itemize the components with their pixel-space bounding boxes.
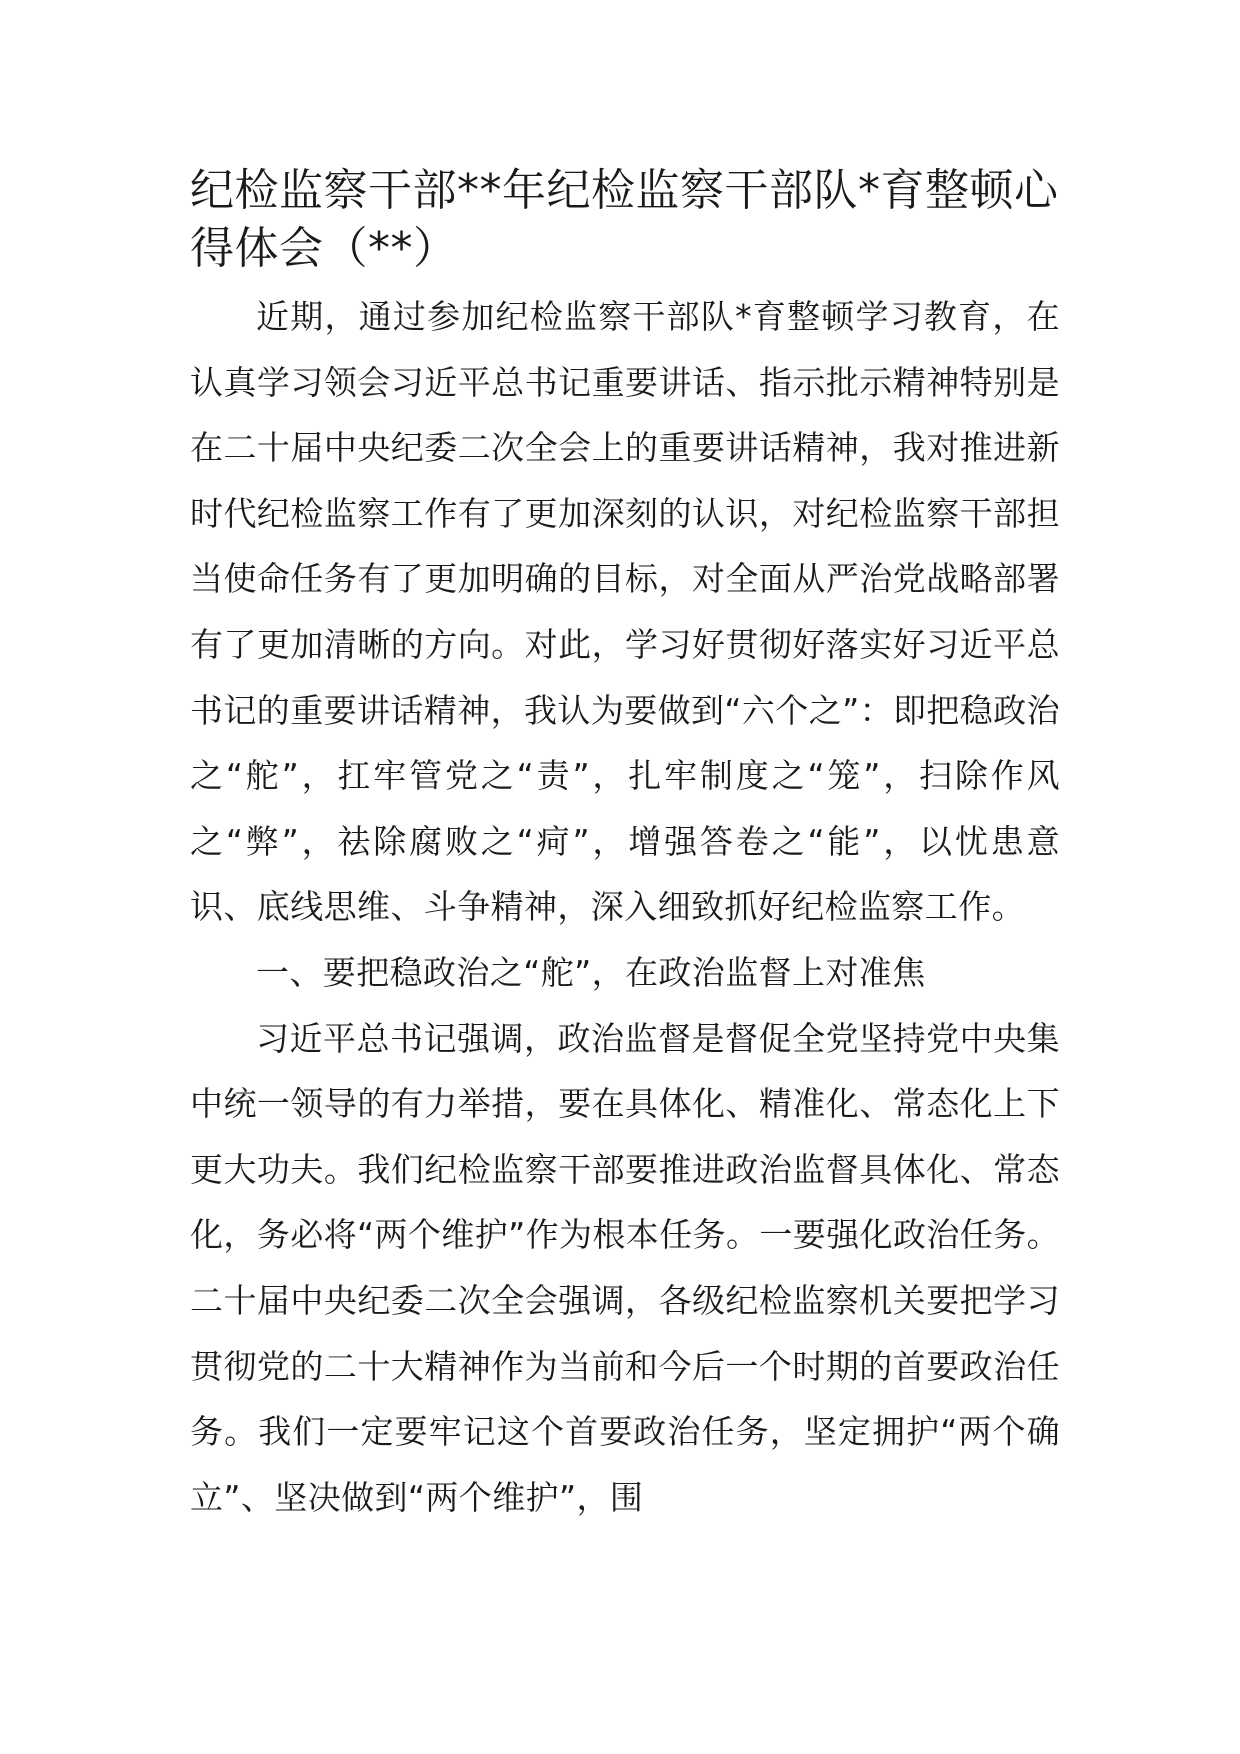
document-page [190, 162, 1060, 1530]
document-title: 纪检监察干部**年纪检监察干部队*育整顿心得体会（**） [190, 165, 1059, 274]
section-1-paragraph: 习近平总书记强调，政治监督是督促全党坚持党中央集中统一领导的有力举措，要在具体化、精准化、常态化上下更大功夫。我们纪检监察干部要推进政治监督具体化、常态化，务必将“两个维护”作为根本任务。一要强化政治任务。二十届中央纪委二次全会强调，各级纪检监察机关要把学习贯彻党的二十大精神作为当前和今后一个时期的首要政治任务。我们一定要牢记这个首要政治任务，坚定拥护“两个确立”、坚决做到“两个维护”，围 [190, 1018, 1060, 1517]
intro-paragraph: 近期，通过参加纪检监察干部队*育整顿学习教育，在认真学习领会习近平总书记重要讲话、指示批示精神特别是在二十届中央纪委二次全会上的重要讲话精神，我对推进新时代纪检监察工作有了更加深刻的认识，对纪检监察干部担当使命任务有了更加明确的目标，对全面从严治党战略部署有了更加清晰的方向。对此，学习好贯彻好落实好习近平总书记的重要讲话精神，我认为要做到“六个之”：即把稳政治之“舵”，扛牢管党之“责”，扎牢制度之“笼”，扫除作风之“弊”，祛除腐败之“疴”，增强答卷之“能”，以忧患意识、底线思维、斗争精神，深入细致抓好纪检监察工作。 [190, 297, 1060, 927]
section-1-heading: 一、要把稳政治之“舵”，在政治监督上对准焦 [256, 952, 926, 992]
